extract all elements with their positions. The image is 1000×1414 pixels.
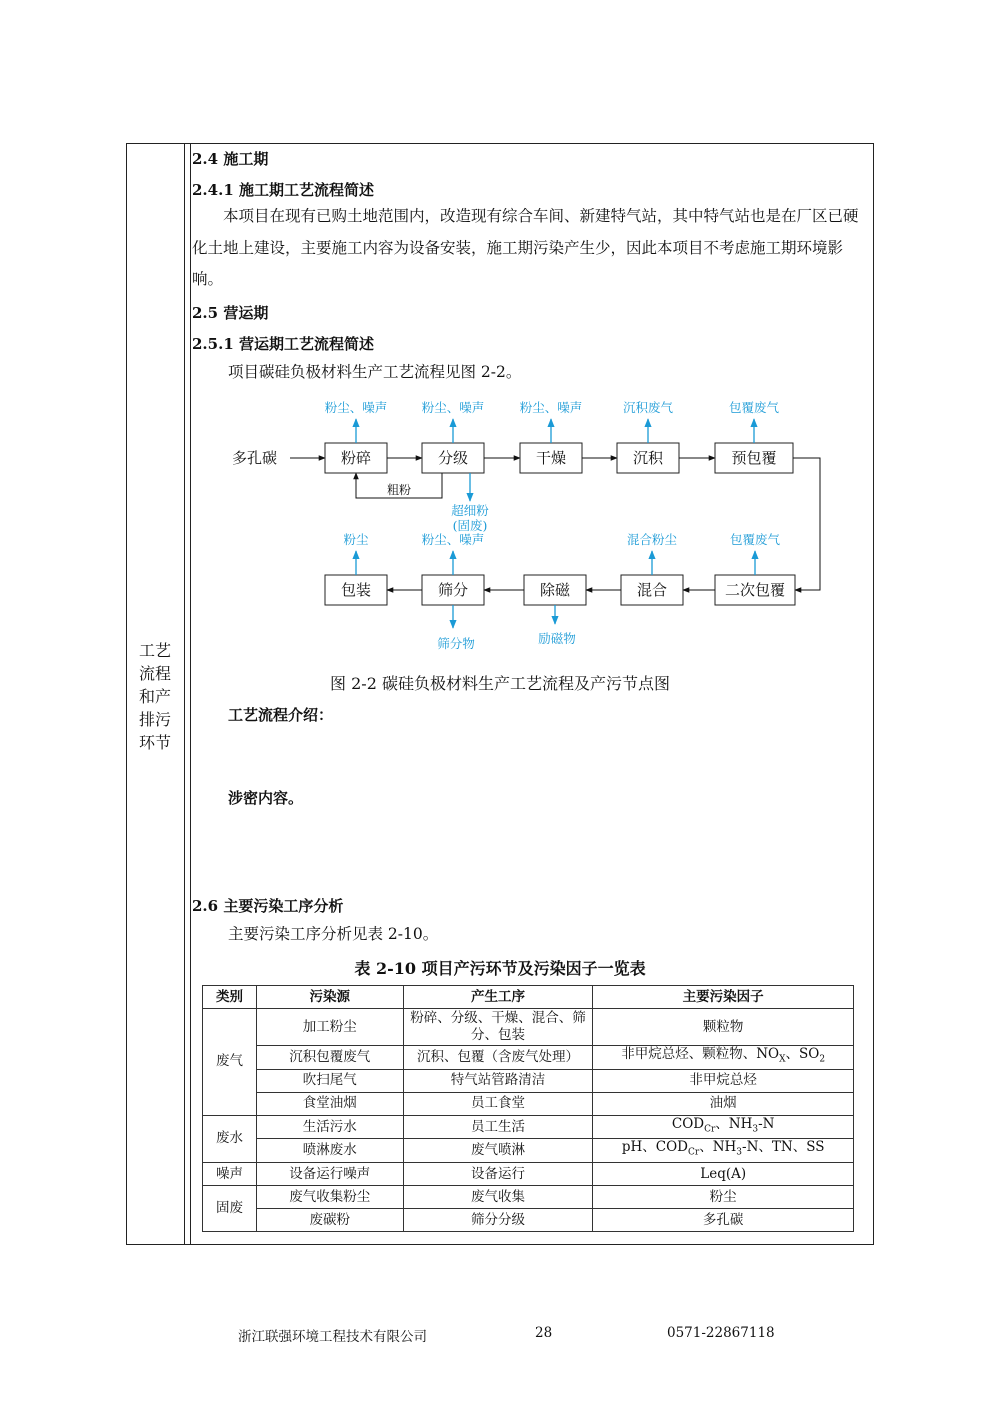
table-cell: 设备运行噪声 bbox=[256, 1163, 403, 1186]
process-box-label: 粉碎 bbox=[340, 449, 372, 467]
table-cell: 喷淋废水 bbox=[256, 1139, 403, 1163]
emission-label: 粉尘、噪声 bbox=[421, 400, 485, 415]
table-header-cell: 类别 bbox=[203, 986, 257, 1009]
emission-label: 粉尘、噪声 bbox=[421, 532, 485, 547]
table-cell: 粉尘 bbox=[593, 1186, 854, 1209]
process-box-label: 除磁 bbox=[539, 581, 571, 599]
footer-company: 浙江联强环境工程技术有限公司 bbox=[238, 1329, 427, 1345]
heading-2-6: 2.6 主要污染工序分析 bbox=[192, 897, 344, 915]
category-cell: 废水 bbox=[203, 1115, 257, 1162]
table-cell: $COD_{Cr}$、$NH_3-N$ bbox=[593, 1115, 854, 1139]
table-row bbox=[203, 1163, 854, 1186]
side-label: 工艺流程和产排污环节 bbox=[138, 641, 171, 752]
emission-label: 粉尘 bbox=[343, 532, 369, 547]
table-row bbox=[203, 1209, 854, 1232]
table-cell: pH、$COD_{Cr}$、$NH_3-N$、TN、SS bbox=[593, 1139, 854, 1163]
emission-label: 粉尘、噪声 bbox=[519, 400, 583, 415]
table-cell: 废碳粉 bbox=[256, 1209, 403, 1232]
paragraph-2-4-1: 本项目在现有已购土地范围内，改造现有综合车间、新建特气站，其中特气站也是在厂区已硬化土地上建设，主要施工内容为设备安装，施工期污染产生少，因此本项目不考虑施工期环境影响。 bbox=[192, 207, 859, 288]
table-row bbox=[203, 1069, 854, 1092]
process-box-label: 沉积 bbox=[632, 449, 664, 467]
table-cell: 吹扫尾气 bbox=[256, 1069, 403, 1092]
table-cell: 废气收集 bbox=[403, 1186, 593, 1209]
table-cell: 沉积包覆废气 bbox=[256, 1046, 403, 1070]
table-cell: 加工粉尘 bbox=[256, 1009, 403, 1046]
flow-input-label: 多孔碳 bbox=[232, 449, 278, 467]
flow-arrow bbox=[793, 458, 820, 590]
magnetic-output-label: 励磁物 bbox=[538, 631, 576, 646]
process-box-label: 包装 bbox=[340, 581, 372, 599]
category-cell: 固废 bbox=[203, 1186, 257, 1232]
table-row bbox=[203, 1139, 854, 1163]
screen-output-label: 筛分物 bbox=[437, 636, 475, 651]
process-box-label: 筛分 bbox=[437, 581, 469, 599]
table-cell: Leq(A) bbox=[593, 1163, 854, 1186]
table-cell: 员工食堂 bbox=[403, 1092, 593, 1115]
table-header-cell: 主要污染因子 bbox=[593, 986, 854, 1009]
footer-page-number: 28 bbox=[535, 1325, 553, 1341]
table-cell: 油烟 bbox=[593, 1092, 854, 1115]
table-cell: 设备运行 bbox=[403, 1163, 593, 1186]
table-header-cell: 产生工序 bbox=[403, 986, 593, 1009]
table-cell: 粉碎、分级、干燥、混合、筛分、包装 bbox=[403, 1009, 593, 1046]
emission-label: 混合粉尘 bbox=[626, 532, 678, 547]
category-cell: 噪声 bbox=[203, 1163, 257, 1186]
pollution-table bbox=[202, 985, 854, 1232]
process-box-label: 预包覆 bbox=[731, 449, 777, 467]
heading-2-5-1: 2.5.1 营运期工艺流程简述 bbox=[192, 335, 374, 353]
return-label: 粗粉 bbox=[386, 483, 412, 497]
process-box-label: 二次包覆 bbox=[724, 581, 786, 599]
emission-label: 粉尘、噪声 bbox=[324, 400, 388, 415]
table-row bbox=[203, 1046, 854, 1070]
emission-label: 包覆废气 bbox=[728, 400, 780, 415]
table-row bbox=[203, 1092, 854, 1115]
emission-label: 沉积废气 bbox=[622, 400, 674, 415]
table-cell: 废气收集粉尘 bbox=[256, 1186, 403, 1209]
flow-intro: 工艺流程介绍： bbox=[228, 706, 334, 724]
table-cell: 废气喷淋 bbox=[403, 1139, 593, 1163]
solid-waste-label: 超细粉 bbox=[451, 503, 489, 518]
heading-2-4: 2.4 施工期 bbox=[192, 150, 269, 168]
table-row bbox=[203, 1186, 854, 1209]
table-header-row bbox=[203, 986, 854, 1009]
heading-2-4-1: 2.4.1 施工期工艺流程简述 bbox=[192, 181, 374, 199]
table-cell: 多孔碳 bbox=[593, 1209, 854, 1232]
table-row bbox=[203, 1115, 854, 1139]
table-cell: 非甲烷总烃、颗粒物、$NO_X$、$SO_2$ bbox=[593, 1046, 854, 1070]
table-cell: 生活污水 bbox=[256, 1115, 403, 1139]
footer-phone: 0571-22867118 bbox=[667, 1325, 775, 1341]
process-box-label: 分级 bbox=[437, 449, 469, 467]
table-cell: 非甲烷总烃 bbox=[593, 1069, 854, 1092]
process-box-label: 混合 bbox=[636, 581, 668, 599]
solid-waste-note: (固废) bbox=[452, 518, 488, 533]
process-box-label: 干燥 bbox=[535, 449, 567, 467]
table-header-cell: 污染源 bbox=[256, 986, 403, 1009]
table-cell: 特气站管路清洁 bbox=[403, 1069, 593, 1092]
paragraph-2-5-1: 项目碳硅负极材料生产工艺流程见图 2-2。 bbox=[228, 363, 522, 381]
table-row bbox=[203, 1009, 854, 1046]
table-cell: 筛分分级 bbox=[403, 1209, 593, 1232]
confidential-note: 涉密内容。 bbox=[228, 789, 304, 807]
paragraph-2-6: 主要污染工序分析见表 2-10。 bbox=[228, 925, 439, 943]
table-cell: 颗粒物 bbox=[593, 1009, 854, 1046]
category-cell: 废气 bbox=[203, 1009, 257, 1116]
table-cell: 员工生活 bbox=[403, 1115, 593, 1139]
figure-caption: 图 2-2 碳硅负极材料生产工艺流程及产污节点图 bbox=[330, 674, 670, 693]
table-cell: 沉积、包覆（含废气处理） bbox=[403, 1046, 593, 1070]
table-cell: 食堂油烟 bbox=[256, 1092, 403, 1115]
table-title: 表 2-10 项目产污环节及污染因子一览表 bbox=[354, 959, 646, 978]
emission-label: 包覆废气 bbox=[729, 532, 781, 547]
heading-2-5: 2.5 营运期 bbox=[192, 304, 269, 322]
